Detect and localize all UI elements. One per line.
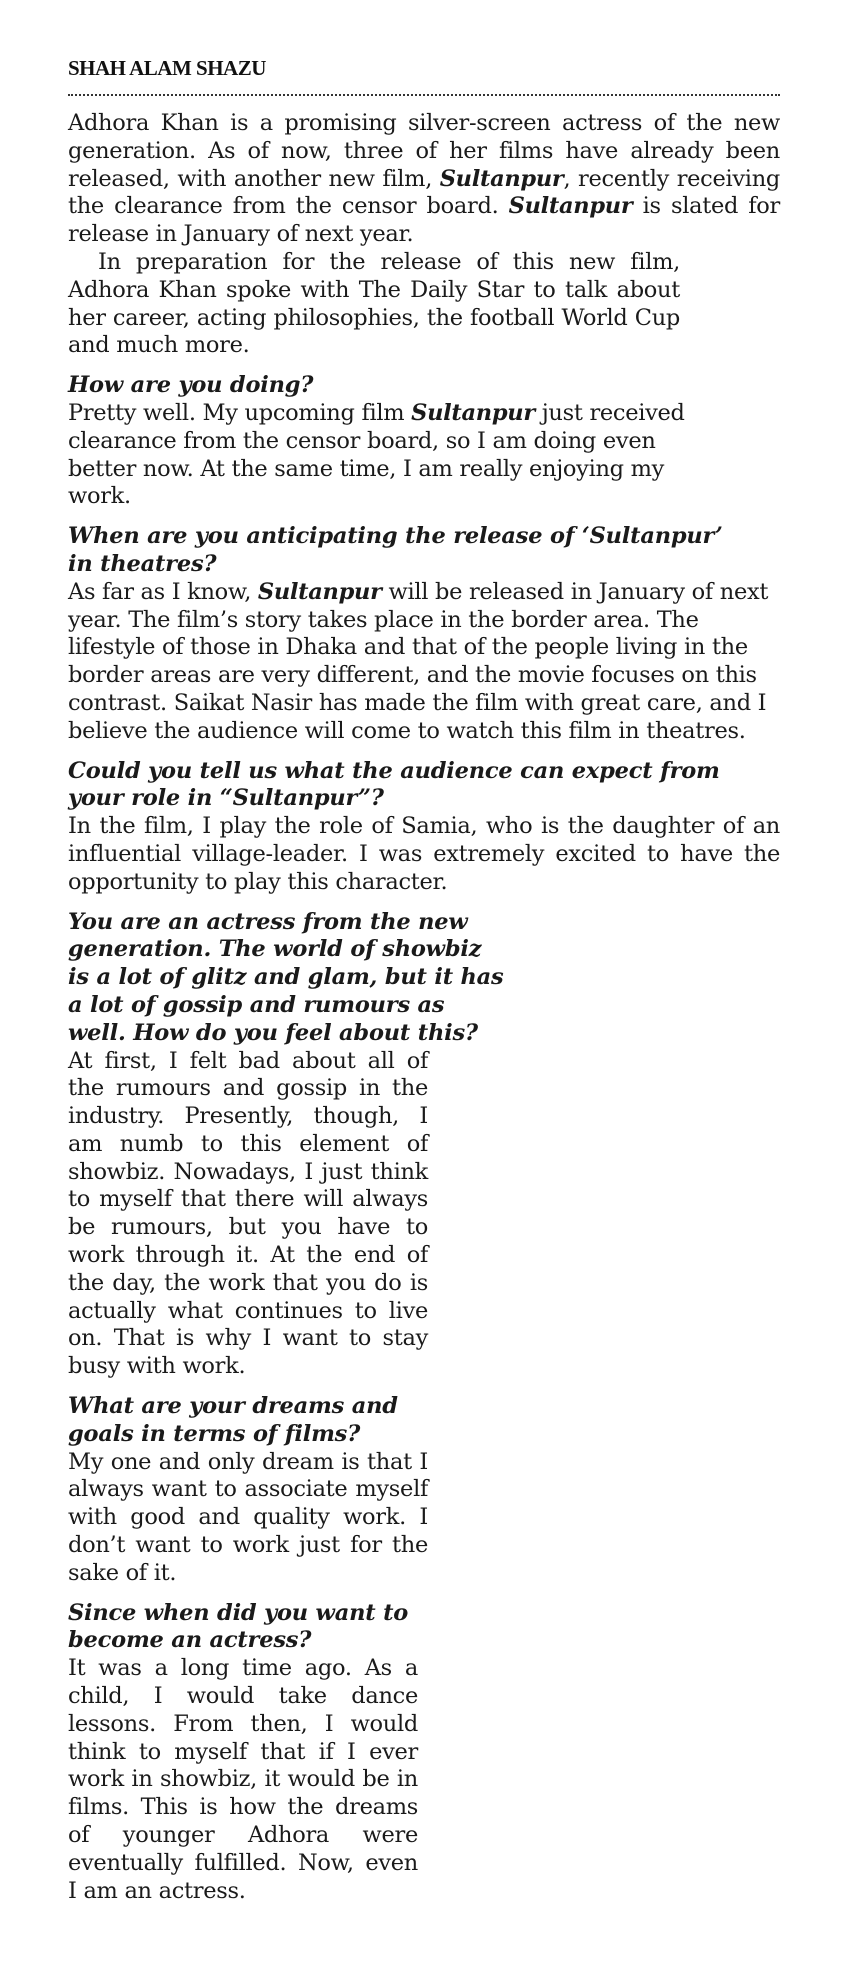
answer-2: As far as I know, Sultanpur will be released in January of next year. The film’s story takes place in the border area. The lifestyle of those in Dhaka and that of the people living in the border areas are very different, and the movie focuses on this contrast. Saikat Nasir has made the film with great care, and I believe the audience will come to watch this film in theatres. — [68, 578, 769, 744]
question-5: What are your dreams and goals in terms of films? — [68, 1393, 398, 1447]
film-title: Sultanpur — [411, 399, 535, 426]
answer-1: Pretty well. My upcoming film Sultanpur just received clearance from the censor board, so I am doing even better now. At the same time, I am really enjoying my work. — [68, 399, 685, 510]
byline: SHAH ALAM SHAZU — [68, 56, 266, 80]
answer-3: In the film, I play the role of Samia, who is the daughter of an influential village-leader. I was extremely excited to have the opportunity to play this character. — [68, 813, 780, 895]
answer-6: It was a long time ago. As a child, I would take dance lessons. From then, I would think to myself that if I ever work in showbiz, it would be in films. This is how the dreams of younger Adhora were eventually fulfilled. Now, even I am an actress. — [68, 1655, 418, 1904]
question-3: Could you tell us what the audience can expect from your role in “Sultanpur”? — [68, 757, 720, 812]
article-body — [68, 110, 780, 1905]
question-6: Since when did you want to become an actress? — [68, 1599, 409, 1654]
intro-paragraph-2: In preparation for the release of this new film, Adhora Khan spoke with The Daily Star to talk about her career, acting philosophies, the football World Cup and much more. — [68, 248, 680, 359]
film-title: Sultanpur — [257, 578, 382, 605]
film-title: Sultanpur — [508, 193, 633, 220]
question-1: How are you doing? — [68, 372, 314, 399]
film-title: Sultanpur — [439, 165, 564, 192]
question-4: You are an actress from the new generation. The world of showbiz is a lot of glitz and glam, but it has a lot of gossip and rumours as well. How do you feel about this? — [68, 908, 504, 1046]
intro-paragraph-1: Adhora Khan is a promising silver-screen actress of the new generation. As of now, three of her films have already been released, with another new film, Sultanpur, recently receiving the clearance from the censor board. Sultanpur is slated for release in January of next year. — [68, 110, 781, 248]
dotted-divider — [68, 94, 780, 96]
answer-5: My one and only dream is that I always want to associate myself with good and quality work. I don’t want to work just for the sake of it. — [68, 1448, 428, 1586]
answer-4: At first, I felt bad about all of the rumours and gossip in the industry. Presently, though, I am numb to this element of showbiz. Nowadays, I just think to myself that there will always be rumours, but you have to work through it. At the end of the day, the work that you do is actually what continues to live on. That is why I want to stay busy with work. — [68, 1047, 428, 1380]
question-2: When are you anticipating the release of ‘Sultanpur’ in theatres? — [68, 523, 723, 577]
